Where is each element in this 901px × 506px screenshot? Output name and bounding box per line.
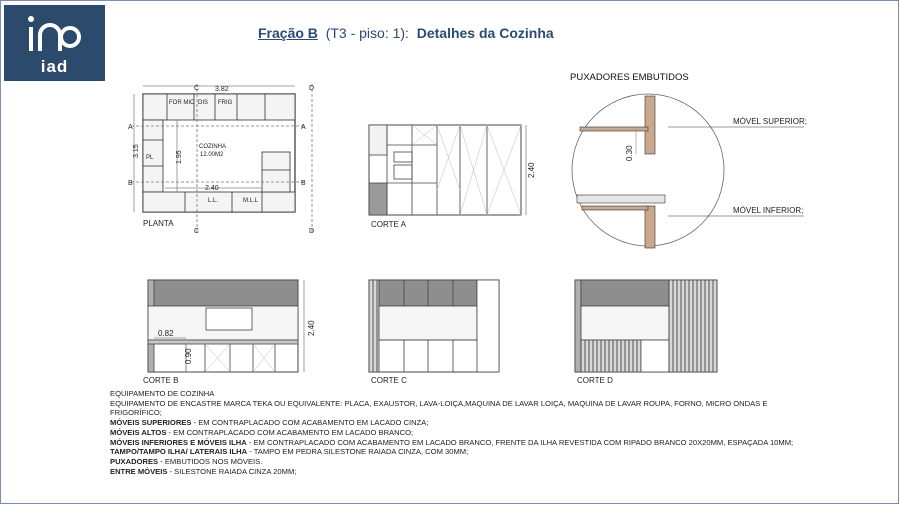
spec-handles — [110, 457, 800, 467]
kitchen-specifications — [110, 389, 800, 476]
iad-logo-text: iad — [40, 57, 69, 76]
handles-lower-label: MÓVEL INFERIOR; — [733, 206, 804, 215]
plan-dim-width: 3.82 — [215, 86, 229, 93]
section-d-caption: CORTE D — [577, 376, 613, 385]
section-b — [148, 280, 304, 372]
spec-backsplash-text: - SILESTONE RAIADA CINZA 20MM; — [167, 466, 297, 476]
section-b-dim-width: 0.82 — [158, 329, 174, 338]
spec-lower-cabinets — [110, 438, 800, 448]
section-b-dim-height: 2.40 — [307, 320, 316, 336]
handles-dim: 0.30 — [625, 145, 634, 161]
plan-label-dis: DIS — [198, 100, 209, 106]
plan-axis-d-top: D — [309, 85, 315, 92]
spec-countertop-text: - TAMPO EM PEDRA SILESTONE RAIADA CINZA, COM 30MM; — [247, 447, 469, 457]
section-c-caption: CORTE C — [371, 376, 407, 385]
spec-handles-label: PUXADORES — [110, 456, 159, 466]
plan-label-room: COZINHA — [199, 144, 226, 150]
section-d — [575, 280, 717, 372]
plan-axis-c-top: C — [194, 85, 200, 92]
title-fraction: Fração B — [258, 25, 318, 41]
handles-heading: PUXADORES EMBUTIDOS — [570, 72, 689, 83]
plan-label-area: 12.00M2 — [200, 152, 224, 158]
section-c — [369, 280, 499, 372]
section-b-dim-low: 0.90 — [184, 348, 193, 364]
spec-lower-text: - EM CONTRAPLACADO COM ACABAMENTO EM LACADO BRANCO, FRENTE DA ILHA REVESTIDA COM RIPADO BRANCO 20X20MM, ESPAÇADA 10MM; — [246, 437, 794, 447]
plan-axis-b-left: B — [128, 180, 133, 187]
section-b-caption: CORTE B — [143, 376, 179, 385]
section-a-caption: CORTE A — [371, 220, 406, 229]
spec-backsplash-label: ENTRE MÓVEIS — [110, 466, 168, 476]
title-subject: Detalhes da Cozinha — [416, 25, 554, 41]
plan-axis-c-bottom: C — [194, 228, 200, 235]
title-floor: (T3 - piso: 1): — [325, 25, 409, 41]
plan-caption: PLANTA — [143, 219, 174, 228]
spec-upper-label: MÓVEIS SUPERIORES — [110, 418, 192, 428]
spec-upper-text: - EM CONTRAPLACADO COM ACABAMENTO EM LACADO CINZA; — [191, 418, 429, 428]
plan-dim-inner: 1.95 — [176, 150, 183, 164]
spec-tall-cabinets — [110, 428, 800, 438]
plan-label-pl: PL — [146, 155, 154, 161]
plan-axis-a-left: A — [128, 124, 133, 131]
spec-backsplash — [110, 467, 800, 477]
plan-label-formic: FOR MIC — [169, 100, 195, 106]
plan-axis-d-bottom: D — [309, 228, 315, 235]
spec-tall-text: - EM CONTRAPLACADO COM ACABAMENTO EM LACADO BRANCO; — [166, 427, 414, 437]
plan-label-ll: L.L. — [208, 198, 219, 204]
plan-dim-island: 2.40 — [205, 185, 219, 192]
plan-label-mll: M.L.L — [243, 198, 259, 204]
spec-equipment: EQUIPAMENTO DE ENCASTRE MARCA TEKA OU EQUIVALENTE: PLACA, EXAUSTOR, LAVA-LOIÇA,MAQUINA DE LAVAR LOIÇA, MAQUINA DE LAVAR ROUPA, FORNO, MICRO ONDAS E FRIGORÍFICO; — [110, 398, 768, 418]
spec-countertop — [110, 447, 800, 457]
spec-tall-label: MÓVEIS ALTOS — [110, 427, 167, 437]
handles-upper-label: MÓVEL SUPERIOR; — [733, 117, 807, 126]
plan-axis-b-right: B — [301, 180, 306, 187]
spec-countertop-label: TAMPO/TAMPO ILHA/ LATERAIS ILHA — [110, 447, 248, 457]
floor-plan — [131, 84, 315, 232]
plan-axis-a-right: A — [301, 124, 306, 131]
plan-dim-height: 3.15 — [133, 144, 140, 158]
spec-upper-cabinets — [110, 418, 800, 428]
section-a — [369, 125, 526, 215]
spec-heading: EQUIPAMENTO DE COZINHA — [110, 389, 215, 398]
spec-lower-label: MÓVEIS INFERIORES E MÓVEIS ILHA — [110, 437, 247, 447]
plan-label-frig: FRIG — [218, 100, 233, 106]
spec-handles-text: - EMBUTIDOS NOS MÓVEIS. — [158, 456, 263, 466]
section-a-dim: 2.40 — [527, 162, 536, 178]
